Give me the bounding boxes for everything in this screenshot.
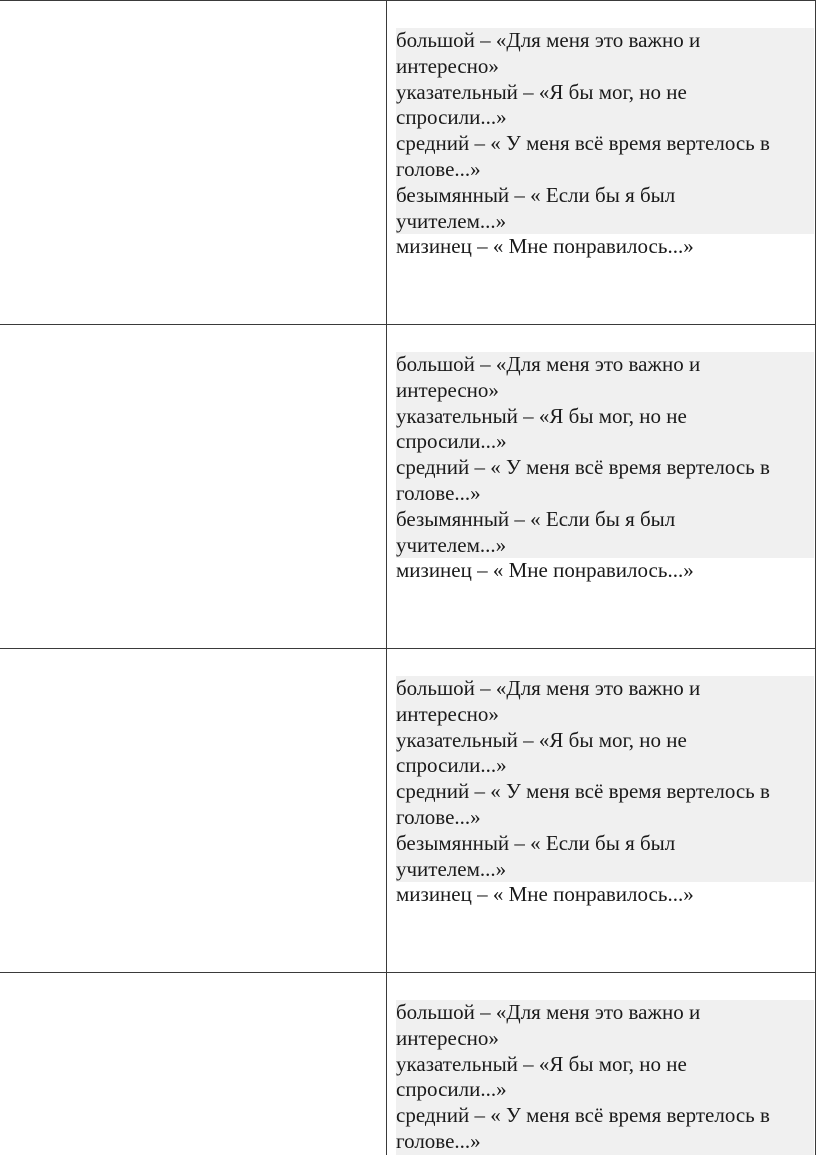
- text-line: безымянный – « Если бы я был: [396, 506, 676, 531]
- text-line: средний – « У меня всё время вертелось в: [396, 779, 770, 804]
- table-cell: [386, 972, 816, 1155]
- table-cell: [386, 0, 816, 324]
- text-line-last: мизинец – « Мне понравилось...»: [396, 882, 814, 908]
- text-line: учителем...»: [396, 208, 507, 233]
- text-line: безымянный – « Если бы я был: [396, 830, 676, 855]
- text-line: большой – «Для меня это важно и: [396, 352, 701, 376]
- table-cell: [0, 324, 386, 648]
- text-line: спросили...»: [396, 753, 507, 778]
- text-line: голове...»: [396, 804, 481, 829]
- text-line-last: мизинец – « Мне понравилось...»: [396, 558, 814, 584]
- text-line: интересно»: [396, 1025, 499, 1050]
- text-line: средний – « У меня всё время вертелось в: [396, 1103, 770, 1128]
- table-cell: [386, 648, 816, 972]
- cell-text: [396, 1000, 814, 1155]
- text-line: учителем...»: [396, 856, 507, 881]
- highlighted-block: [396, 676, 814, 882]
- text-line: спросили...»: [396, 105, 507, 130]
- highlighted-block: [396, 1000, 814, 1155]
- table-cell: [0, 0, 386, 324]
- text-line: средний – « У меня всё время вертелось в: [396, 131, 770, 156]
- table-cell: [0, 972, 386, 1155]
- text-line: голове...»: [396, 1128, 481, 1153]
- text-line-last: мизинец – « Мне понравилось...»: [396, 234, 814, 260]
- text-line: голове...»: [396, 156, 481, 181]
- text-line: спросили...»: [396, 429, 507, 454]
- text-line: большой – «Для меня это важно и: [396, 28, 701, 52]
- highlighted-block: [396, 28, 814, 234]
- text-line: интересно»: [396, 377, 499, 402]
- text-line: учителем...»: [396, 532, 507, 557]
- text-line: большой – «Для меня это важно и: [396, 676, 701, 700]
- text-line: интересно»: [396, 701, 499, 726]
- cell-text: [396, 28, 814, 260]
- text-line: указательный – «Я бы мог, но не: [396, 727, 687, 752]
- text-line: указательный – «Я бы мог, но не: [396, 79, 687, 104]
- text-line: голове...»: [396, 480, 481, 505]
- text-line: спросили...»: [396, 1077, 507, 1102]
- cell-text: [396, 352, 814, 584]
- cell-text: [396, 676, 814, 908]
- text-line: указательный – «Я бы мог, но не: [396, 1051, 687, 1076]
- highlighted-block: [396, 352, 814, 558]
- text-line: безымянный – « Если бы я был: [396, 182, 676, 207]
- table-cell: [386, 324, 816, 648]
- text-line: интересно»: [396, 53, 499, 78]
- text-line: указательный – «Я бы мог, но не: [396, 403, 687, 428]
- table-cell: [0, 648, 386, 972]
- text-line: большой – «Для меня это важно и: [396, 1000, 701, 1024]
- text-line: средний – « У меня всё время вертелось в: [396, 455, 770, 480]
